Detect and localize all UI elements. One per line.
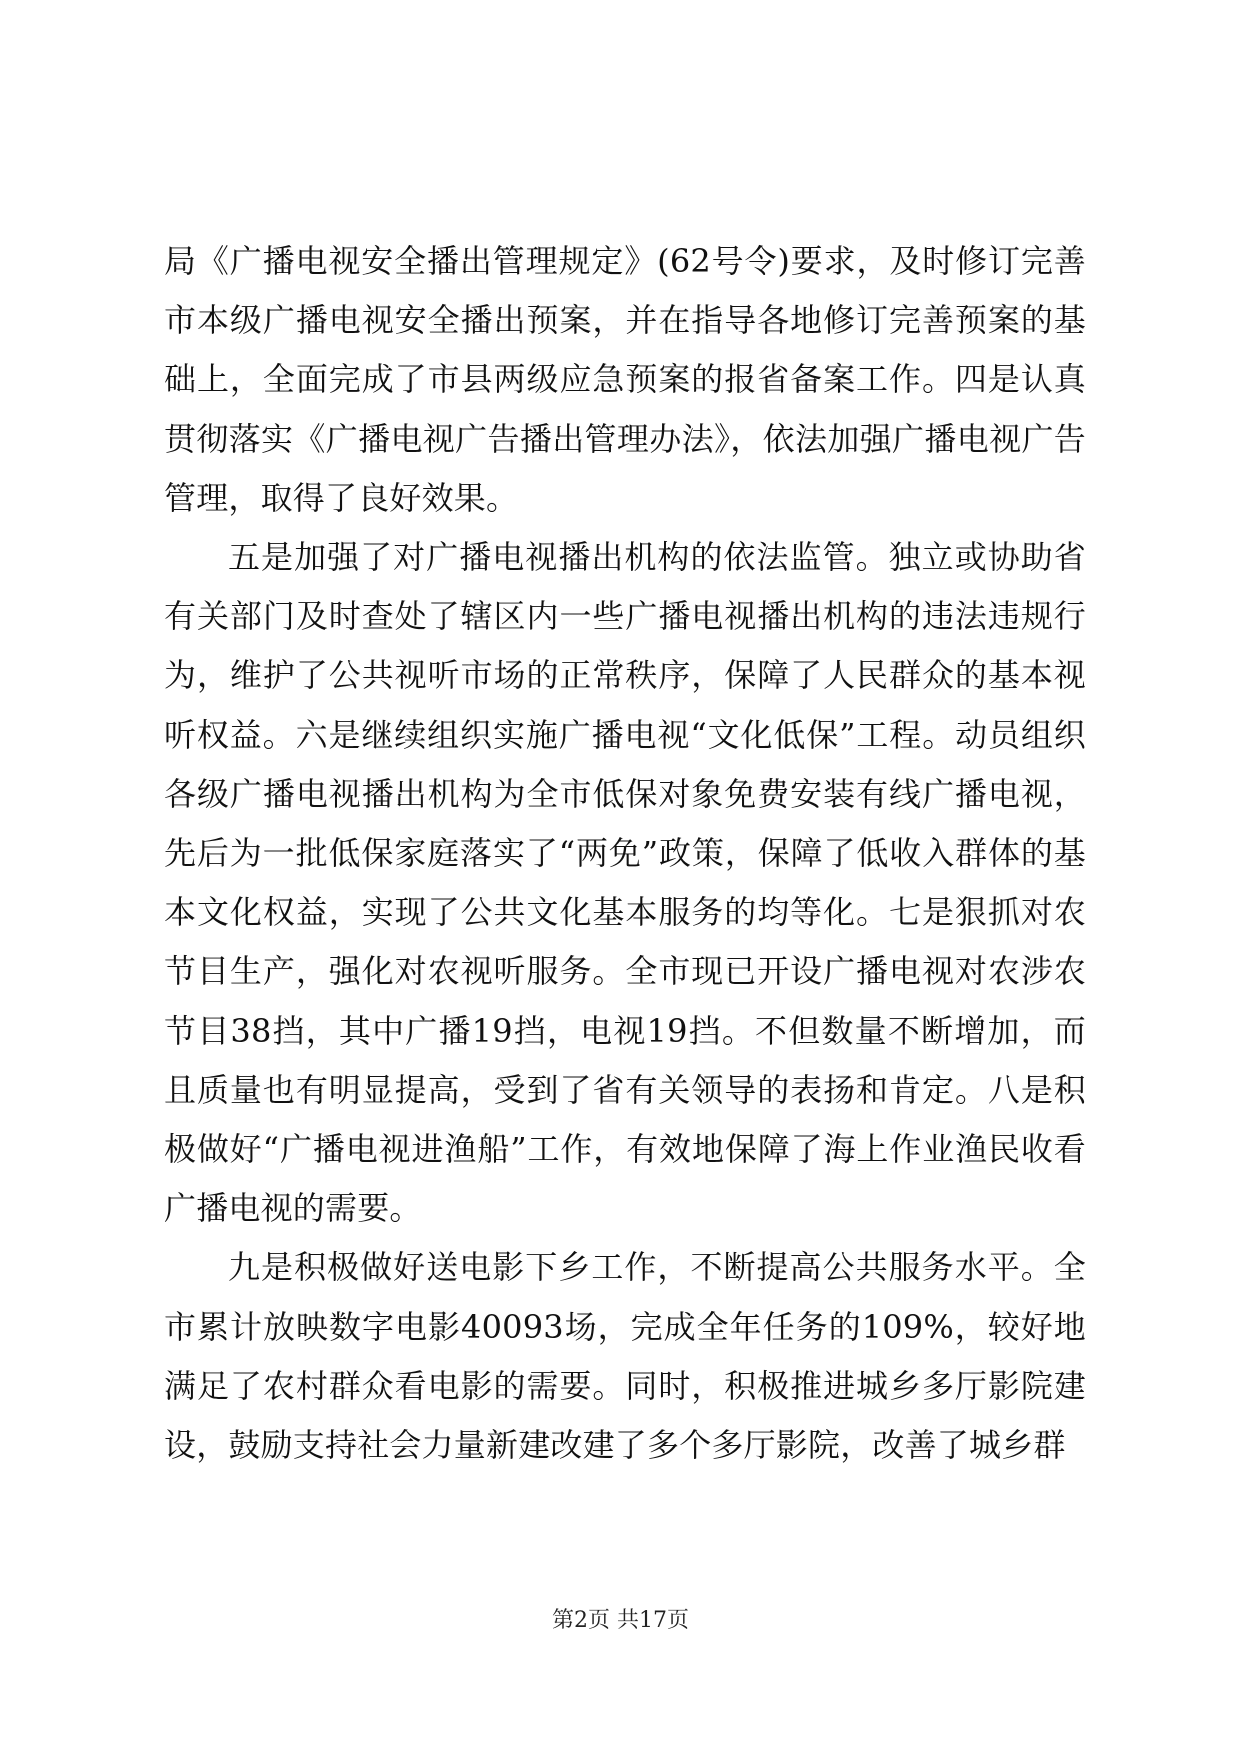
paragraph: 九是积极做好送电影下乡工作，不断提高公共服务水平。全市累计放映数字电影40093场，完成全年任务的109%，较好地满足了农村群众看电影的需要。同时，积极推进城乡多厅影院建设，鼓励支持社会力量新建改建了多个多厅影院，改善了城乡群: [164, 1248, 1086, 1465]
page-number-label: 第2页 共17页: [552, 1608, 689, 1633]
paragraph: 五是加强了对广播电视播出机构的依法监管。独立或协助省有关部门及时查处了辖区内一些广播电视播出机构的违法违规行为，维护了公共视听市场的正常秩序，保障了人民群众的基本视听权益。六是继续组织实施广播电视“文化低保”工程。动员组织各级广播电视播出机构为全市低保对象免费安装有线广播电视，先后为一批低保家庭落实了“两免”政策，保障了低收入群体的基本文化权益，实现了公共文化基本服务的均等化。七是狠抓对农节目生产，强化对农视听服务。全市现已开设广播电视对农涉农节目38挡，其中广播19挡，电视19挡。不但数量不断增加，而且质量也有明显提高，受到了省有关领导的表扬和肯定。八是积极做好“广播电视进渔船”工作，有效地保障了海上作业渔民收看广播电视的需要。: [164, 538, 1086, 1228]
paragraph-continuation: 局《广播电视安全播出管理规定》(62号令)要求，及时修订完善市本级广播电视安全播出预案，并在指导各地修订完善预案的基础上，全面完成了市县两级应急预案的报省备案工作。四是认真贯彻落实《广播电视广告播出管理办法》，依法加强广播电视广告管理，取得了良好效果。: [164, 242, 1086, 517]
body-text: [164, 232, 1086, 1475]
page-footer: [0, 1606, 1241, 1636]
